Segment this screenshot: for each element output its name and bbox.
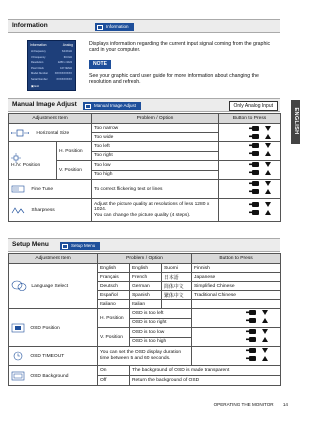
- setup-header: [8, 238, 280, 252]
- osd-row-label: Serial Number: [31, 77, 48, 81]
- osd-row: [31, 56, 72, 59]
- lang-english-name: Finnish: [192, 264, 281, 273]
- lang-english-name: French: [130, 273, 162, 282]
- language-side-tab: [291, 100, 300, 144]
- lang-native: Suomi: [162, 264, 192, 273]
- lang-english-name: Japanese: [192, 273, 281, 282]
- hand-down-icon: [221, 161, 281, 177]
- osd-timeout-desc: You can set the OSD display duration time between 5 and 60 seconds.: [98, 347, 192, 366]
- sharpness-desc: Adjust the picture quality at resolutions of less 1280 x 1024. You can change the picture quality (4 steps).: [92, 199, 219, 222]
- osd-row: [31, 50, 72, 53]
- button-cell: [192, 347, 281, 366]
- osd-row-value: 64.0KHz: [62, 50, 72, 53]
- language-icon: [11, 280, 27, 292]
- manual-badge-label: Manual Image Adjust: [94, 103, 137, 108]
- manual-title: Manual Image Adjust: [12, 101, 77, 108]
- information-badge-label: Information: [106, 24, 129, 29]
- setup-badge: [60, 242, 100, 250]
- manual-badge: [83, 102, 141, 110]
- osd-title: Information: [30, 43, 47, 47]
- option-osd-too-high: OSD is too high: [130, 337, 192, 347]
- option-on: On: [98, 366, 130, 376]
- osd-exit: ▣ Exit: [31, 84, 40, 88]
- osd-position-icon: [11, 323, 25, 333]
- lang-native: 日本語: [162, 273, 192, 282]
- lang-english-name: Spanish: [130, 291, 162, 300]
- hv-position-cell: [9, 142, 57, 180]
- language-side-tab-label: ENGLISH: [293, 107, 299, 135]
- hand-down-icon: [221, 201, 281, 217]
- osd-row-label: V.Frequency: [31, 55, 46, 59]
- language-select-cell: [9, 264, 98, 309]
- table-row: [9, 309, 281, 319]
- col-header-problem: Problem / Option: [98, 254, 192, 264]
- page-number: 14: [282, 402, 288, 407]
- osd-timeout-cell: [9, 347, 98, 366]
- v-position-label: V. Position: [57, 161, 92, 180]
- hand-down-icon: [194, 328, 279, 344]
- option-too-high: Too high: [92, 170, 219, 180]
- button-cell: [219, 161, 281, 180]
- osd-row: [31, 61, 72, 64]
- option-too-narrow: Too narrow: [92, 124, 219, 133]
- sharpness-cell: [9, 199, 92, 222]
- col-header-button: Button to Press: [192, 254, 281, 264]
- lang-english-name: Traditional Chinese: [192, 291, 281, 300]
- setup-table: [8, 253, 281, 386]
- button-cell: [219, 142, 281, 161]
- osd-row-value: 107.9MHz: [60, 66, 72, 70]
- osd-row-value: 60.0Hz: [63, 55, 72, 59]
- osd-v-position-label: V. Position: [98, 328, 130, 347]
- osd-background-icon: [11, 371, 25, 381]
- osd-information-screenshot: [27, 40, 76, 91]
- lang-english-name: German: [130, 282, 162, 291]
- osd-h-position-label: H. Position: [98, 309, 130, 328]
- lang-native: [162, 300, 192, 309]
- table-row: [9, 124, 281, 133]
- col-header-button: Button to Press: [219, 114, 281, 124]
- osd-row-value: XXXXXXXXXX: [54, 72, 72, 75]
- monitor-icon: [62, 244, 68, 249]
- lang-native: English: [98, 264, 130, 273]
- note-badge: NOTE: [89, 60, 111, 69]
- osd-row-label: Model Number: [31, 72, 49, 75]
- osd-position-label: OSD Position: [30, 325, 60, 331]
- table-row: [9, 180, 281, 199]
- hand-down-icon: [221, 180, 281, 196]
- osd-timeout-label: OSD TIMEOUT: [30, 354, 65, 360]
- button-cell: [219, 124, 281, 142]
- information-header: [8, 19, 280, 33]
- hand-down-icon: [221, 142, 281, 158]
- osd-row: [31, 72, 72, 75]
- table-row: [9, 347, 281, 366]
- lang-native: Italiano: [98, 300, 130, 309]
- horizontal-size-cell: [9, 124, 92, 142]
- hand-down-icon: [194, 347, 279, 363]
- hv-position-icon: [11, 153, 21, 163]
- osd-mode: Analog: [62, 43, 73, 47]
- option-too-low: Too low: [92, 161, 219, 171]
- button-cell: [192, 328, 281, 347]
- osd-row: [31, 78, 72, 81]
- lang-english-name: Italian: [130, 300, 162, 309]
- osd-background-cell: [9, 366, 98, 386]
- option-osd-too-low: OSD is too low: [130, 328, 192, 338]
- language-select-label: Language Select: [31, 284, 69, 290]
- option-too-right: Too right: [92, 151, 219, 161]
- only-analog-input-label: Only Analog Input: [229, 101, 278, 111]
- h-position-label: H. Position: [57, 142, 92, 161]
- table-row: [9, 142, 281, 152]
- horizontal-size-icon: [11, 129, 29, 137]
- osd-row-value: XXXXXXXXX: [56, 77, 72, 81]
- button-cell: [219, 180, 281, 199]
- table-row: [9, 264, 281, 273]
- lang-native: 繁体中文: [162, 291, 192, 300]
- osd-row-value: 1280 x 1024: [57, 61, 72, 64]
- col-header-item: Adjustment Item: [9, 254, 98, 264]
- information-description: Displays information regarding the current input signal coming from the graphic card in your computer.: [89, 41, 271, 54]
- monitor-icon: [97, 25, 103, 30]
- lang-native: Español: [98, 291, 130, 300]
- osd-row: [31, 67, 72, 70]
- osd-row-label: Resolution: [31, 61, 44, 64]
- option-on-desc: The background of OSD is made transparent: [130, 366, 281, 376]
- lang-native: Français: [98, 273, 130, 282]
- option-osd-too-right: OSD is too right: [130, 318, 192, 328]
- osd-exit-label: Exit: [34, 84, 40, 88]
- table-row: [9, 366, 281, 376]
- timer-icon: [11, 351, 25, 361]
- setup-badge-label: Setup Menu: [71, 243, 96, 248]
- option-too-left: Too left: [92, 142, 219, 152]
- osd-background-label: OSD Background: [30, 373, 69, 379]
- option-osd-too-left: OSD is too left: [130, 309, 192, 319]
- page-footer: [214, 402, 288, 407]
- horizontal-size-label: Horizontal Size: [36, 130, 70, 136]
- lang-english-name: [192, 300, 281, 309]
- option-off-desc: Return the background of OSD: [130, 376, 281, 386]
- lang-native: 简体中文: [162, 282, 192, 291]
- information-badge: [95, 23, 134, 31]
- sharpness-icon: [11, 206, 25, 215]
- col-header-item: Adjustment Item: [9, 114, 92, 124]
- note-text: See your graphic card user guide for more information about changing the resolution and refresh.: [89, 73, 259, 86]
- table-row: [9, 199, 281, 222]
- lang-native: Deutsch: [98, 282, 130, 291]
- fine-tune-icon: [11, 185, 25, 193]
- osd-row-label: H.Frequency: [31, 50, 46, 53]
- lang-english-name: Simplified Chinese: [192, 282, 281, 291]
- button-cell: [219, 199, 281, 222]
- monitor-icon: [85, 104, 91, 109]
- footer-text: OPERATING THE MONITOR: [213, 402, 274, 407]
- hand-down-icon: [194, 309, 279, 325]
- setup-title: Setup Menu: [12, 241, 49, 248]
- information-title: Information: [12, 22, 48, 29]
- sharpness-label: Sharpness: [31, 208, 55, 214]
- osd-position-cell: [9, 309, 98, 347]
- option-off: Off: [98, 376, 130, 386]
- fine-tune-cell: [9, 180, 92, 199]
- button-cell: [192, 309, 281, 328]
- osd-title-bar: [30, 43, 73, 47]
- fine-tune-desc: To correct flickering text or lines: [92, 180, 219, 199]
- hv-position-label: H./V. Position: [11, 163, 41, 168]
- hand-down-icon: [221, 125, 281, 141]
- osd-row-label: Pixel Clock: [31, 66, 44, 70]
- fine-tune-label: Fine Tune: [31, 187, 54, 193]
- manual-adjust-table: [8, 113, 281, 222]
- col-header-problem: Problem / Option: [92, 114, 219, 124]
- option-too-wide: Too wide: [92, 133, 219, 142]
- lang-english-name: English: [130, 264, 162, 273]
